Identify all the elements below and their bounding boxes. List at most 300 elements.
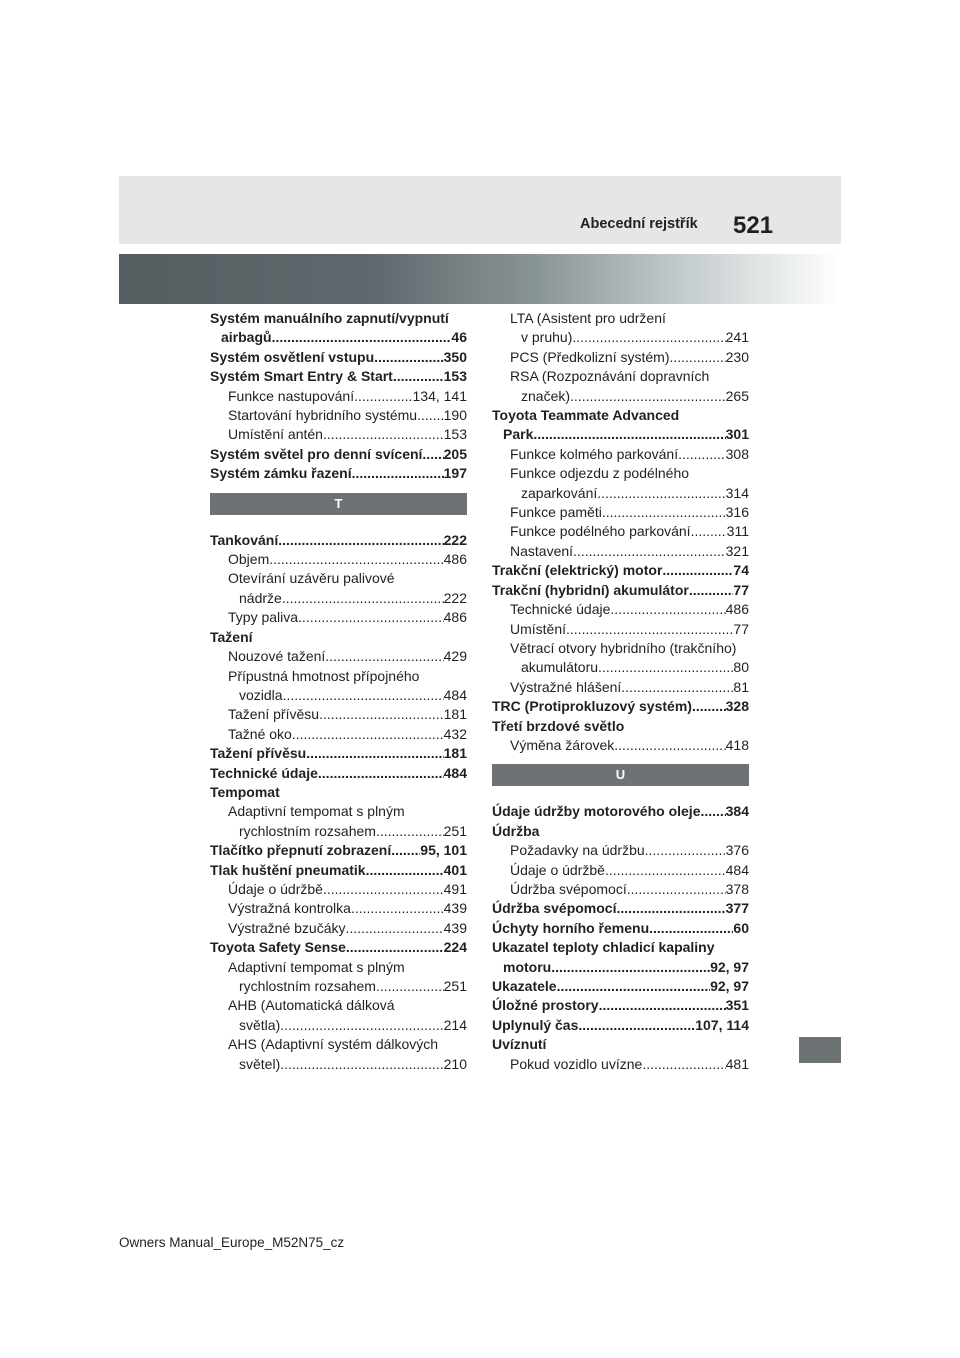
entry-text: Tažení přívěsu [228, 706, 320, 723]
dot-leader [662, 561, 733, 580]
index-entry [210, 919, 467, 938]
page-reference: 107, 114 [695, 1016, 749, 1033]
index-entry-line [492, 1035, 749, 1054]
index-entry-line [210, 783, 467, 802]
entry-text: Systém Smart Entry & Start [210, 368, 393, 385]
page-reference: 350 [443, 348, 467, 365]
index-entry-line [210, 744, 467, 763]
index-entry-line [492, 464, 749, 483]
index-entry-line [492, 899, 749, 918]
page-reference: 301 [725, 426, 749, 443]
entry-text: LTA (Asistent pro udržení [510, 310, 666, 326]
entry-text: Ukazatele [492, 978, 557, 994]
entry-text: Toyota Teammate Advanced [492, 407, 680, 424]
index-entry-line [210, 764, 467, 783]
index-entry-line [210, 1016, 467, 1035]
index-entry [210, 705, 467, 724]
dot-leader [272, 328, 452, 347]
index-entry-line [492, 639, 749, 658]
dot-leader [376, 977, 444, 996]
index-entry-line [492, 678, 749, 697]
index-entry-line [210, 550, 467, 569]
index-entry [210, 861, 467, 880]
dot-leader [599, 996, 726, 1015]
entry-text: airbagů [221, 329, 272, 346]
dot-leader [642, 1055, 725, 1074]
page-reference: 429 [443, 648, 467, 665]
page-reference: 77 [733, 581, 749, 598]
entry-text: Funkce paměti [510, 504, 602, 521]
index-entry-line [210, 977, 467, 996]
dot-leader [283, 686, 444, 705]
entry-text: akumulátoru [521, 659, 599, 676]
entry-text: Nouzové tažení [228, 648, 326, 665]
page-reference: 190 [443, 407, 467, 424]
index-entry-line [492, 919, 749, 938]
index-entry [210, 569, 467, 608]
entry-text: nádrže [239, 589, 282, 606]
index-entry-line [210, 880, 467, 899]
entry-text: Nastavení [510, 542, 574, 559]
index-entry-line [210, 387, 467, 406]
entry-text: Tažení [210, 628, 253, 645]
entry-text: Tlačítko přepnutí zobrazení [210, 842, 392, 859]
index-entry [210, 464, 467, 483]
entry-text: TRC (Protiprokluzový systém) [492, 698, 692, 715]
index-entry [210, 938, 467, 957]
page-reference: 222 [443, 589, 467, 606]
entry-text: AHB (Automatická dálková [228, 997, 395, 1014]
dot-leader [346, 919, 444, 938]
entry-text: Ukazatel teploty chladicí kapaliny [492, 939, 715, 956]
page-reference: 316 [725, 504, 749, 521]
entry-text: rychlostním rozsahem [239, 822, 376, 839]
dot-leader [691, 522, 727, 541]
entry-text: Funkce kolmého parkování [510, 445, 679, 462]
entry-text: Údaje o údržbě [510, 861, 605, 878]
dot-leader [351, 899, 444, 918]
index-entry-line [492, 445, 749, 464]
index-entry-line [492, 348, 749, 367]
index-entry-line [492, 841, 749, 860]
page-reference: 214 [443, 1016, 467, 1033]
page-reference: 224 [443, 939, 467, 956]
dot-leader [533, 425, 725, 444]
entry-text: Umístění [510, 620, 567, 637]
dot-leader [393, 367, 444, 386]
index-entry-line [210, 1055, 467, 1074]
index-entry-line [492, 484, 749, 503]
index-entry-line [210, 841, 467, 860]
page-reference: 418 [725, 736, 749, 753]
dot-leader [572, 328, 725, 347]
entry-text: Technické údaje [210, 764, 318, 781]
index-entry-line [210, 608, 467, 627]
entry-text: Technické údaje [510, 601, 611, 618]
page-reference: 486 [725, 601, 749, 618]
index-entry [492, 1055, 749, 1074]
index-column-right [492, 309, 749, 1074]
dot-leader [280, 1055, 443, 1074]
index-entry [210, 996, 467, 1035]
page-reference: 377 [725, 900, 749, 917]
index-entry-line [492, 367, 749, 386]
page-reference: 384 [725, 803, 749, 820]
page-reference: 74 [733, 562, 749, 579]
index-entry-line [210, 531, 467, 550]
footer-manual-id: Owners Manual_Europe_M52N75_cz [119, 1235, 345, 1250]
entry-text: Systém zámku řazení [210, 465, 352, 482]
index-entry-line [492, 802, 749, 821]
index-entry-line [210, 445, 467, 464]
index-entry-line [492, 309, 749, 328]
dot-leader [573, 542, 726, 561]
page-reference: 241 [725, 329, 749, 346]
index-entry [492, 802, 749, 821]
index-entry [210, 608, 467, 627]
index-entry-line [210, 464, 467, 483]
index-entry-line [492, 880, 749, 899]
entry-text: světel) [239, 1055, 281, 1072]
index-entry-line [492, 996, 749, 1015]
entry-text: Systém manuálního zapnutí/vypnutí [210, 310, 449, 326]
page-reference: 77 [733, 620, 749, 637]
entry-text: Úchyty horního řemenu [492, 919, 650, 936]
entry-text: Výstražné bzučáky [228, 919, 346, 936]
page-reference: 205 [443, 445, 467, 462]
entry-text: Údržba svépomocí [492, 900, 617, 917]
index-entry [492, 309, 749, 348]
index-entry [492, 1016, 749, 1035]
index-entry [210, 744, 467, 763]
dot-leader [319, 705, 444, 724]
dot-leader [280, 1016, 443, 1035]
dot-leader [678, 445, 726, 464]
page-reference: 314 [725, 484, 749, 501]
dot-leader [417, 406, 444, 425]
entry-text: Údaje údržby motorového oleje [492, 803, 701, 820]
index-entry-line [492, 503, 749, 522]
index-entry [210, 880, 467, 899]
index-entry-line [492, 861, 749, 880]
index-entry-line [210, 589, 467, 608]
index-entry [492, 678, 749, 697]
section-thumb-tab [799, 1037, 841, 1063]
index-entry-line [210, 667, 467, 686]
letter-heading: T [210, 493, 467, 515]
entry-text: Požadavky na údržbu [510, 842, 645, 859]
entry-text: Adaptivní tempomat s plným [228, 803, 405, 820]
index-entry [492, 522, 749, 541]
dot-leader [325, 647, 443, 666]
index-entry-line [210, 899, 467, 918]
page-reference: 491 [443, 880, 467, 897]
entry-text: Tempomat [210, 783, 280, 800]
index-entry [492, 938, 749, 977]
entry-text: Tankování [210, 531, 279, 548]
index-entry [492, 977, 749, 996]
entry-text: Systém světel pro denní svícení [210, 445, 423, 462]
index-entry-line [210, 996, 467, 1015]
page-reference: 265 [725, 387, 749, 404]
index-column-left [210, 309, 467, 1074]
index-entry [210, 367, 467, 386]
page-reference: 311 [726, 523, 749, 540]
index-entry [210, 958, 467, 997]
index-entry-line [210, 348, 467, 367]
page-reference: 486 [443, 609, 467, 626]
index-entry-line [492, 561, 749, 580]
dot-leader [354, 387, 412, 406]
index-entry-line [210, 919, 467, 938]
index-entry [492, 639, 749, 678]
index-entry [492, 406, 749, 445]
page-reference: 351 [725, 997, 749, 1014]
letter-heading: U [492, 764, 749, 786]
index-entry-line [210, 938, 467, 957]
dot-leader [323, 425, 444, 444]
dot-leader [298, 608, 444, 627]
index-entry-line [492, 736, 749, 755]
entry-text: Výměna žárovek [510, 736, 615, 753]
index-entry-line [492, 425, 749, 444]
page-reference: 439 [443, 900, 467, 917]
dot-leader [306, 744, 443, 763]
dot-leader [598, 658, 733, 677]
dot-leader [292, 725, 444, 744]
index-entry-line [492, 328, 749, 347]
index-entry [492, 464, 749, 503]
entry-text: Otevírání uzávěru palivové [228, 570, 395, 587]
index-entry [492, 620, 749, 639]
page-reference: 222 [443, 531, 467, 548]
page-reference: 153 [443, 368, 467, 385]
dot-leader [578, 1016, 695, 1035]
dot-leader [616, 899, 725, 918]
page-reference: 60 [733, 919, 749, 936]
index-entry-line [210, 647, 467, 666]
entry-text: Úložné prostory [492, 997, 599, 1014]
index-entry-line [492, 717, 749, 736]
dot-leader [551, 958, 710, 977]
entry-text: Systém osvětlení vstupu [210, 348, 375, 365]
page-reference: 95, 101 [420, 842, 467, 859]
page-reference: 251 [443, 822, 467, 839]
dot-leader [645, 841, 726, 860]
index-entry [492, 367, 749, 406]
entry-text: v pruhu) [521, 329, 573, 346]
index-entry [492, 581, 749, 600]
index-entry-line [210, 367, 467, 386]
index-entry [210, 445, 467, 464]
index-entry [210, 802, 467, 841]
entry-text: Adaptivní tempomat s plným [228, 958, 405, 975]
entry-text: PCS (Předkolizní systém) [510, 348, 670, 365]
dot-leader [605, 861, 726, 880]
section-title: Abecední rejstřík [580, 216, 698, 232]
index-entry [492, 445, 749, 464]
index-entry [210, 1035, 467, 1074]
index-entry-line [210, 705, 467, 724]
page-reference: 376 [725, 842, 749, 859]
dot-leader [627, 880, 726, 899]
page-reference: 197 [443, 465, 467, 482]
entry-text: Tažení přívěsu [210, 745, 307, 762]
entry-text: motoru [503, 958, 552, 975]
dot-leader [689, 581, 734, 600]
entry-text: Funkce podélného parkování [510, 523, 691, 540]
entry-text: Přípustná hmotnost přípojného [228, 667, 420, 684]
decorative-gradient-band [119, 254, 841, 304]
index-entry [492, 736, 749, 755]
page-reference: 181 [443, 706, 467, 723]
page-reference: 181 [443, 745, 467, 762]
page-reference: 81 [733, 678, 749, 695]
page-reference: 486 [443, 551, 467, 568]
entry-text: Toyota Safety Sense [210, 939, 346, 956]
index-entry-line [210, 569, 467, 588]
index-entry [492, 841, 749, 860]
index-entry-line [492, 1055, 749, 1074]
dot-leader [282, 589, 444, 608]
dot-leader [669, 348, 725, 367]
index-entry-line [210, 328, 467, 347]
dot-leader [557, 977, 710, 996]
dot-leader [318, 764, 444, 783]
dot-leader [566, 620, 733, 639]
dot-leader [621, 678, 733, 697]
dot-leader [610, 600, 725, 619]
page-reference: 210 [443, 1055, 467, 1072]
dot-leader [346, 938, 444, 957]
page-reference: 80 [733, 659, 749, 676]
entry-text: Trakční (elektrický) motor [492, 562, 663, 579]
entry-text: Tlak huštění pneumatik [210, 861, 366, 878]
dot-leader [323, 880, 444, 899]
entry-text: Údaje o údržbě [228, 880, 323, 897]
index-entry-line [492, 697, 749, 716]
page-reference: 153 [443, 426, 467, 443]
index-entry [492, 996, 749, 1015]
dot-leader [366, 861, 444, 880]
index-entry [210, 725, 467, 744]
index-entry-line [492, 938, 749, 957]
entry-text: Objem [228, 551, 270, 568]
entry-text: Uvíznutí [492, 1036, 547, 1053]
dot-leader [374, 348, 443, 367]
entry-text: Výstražné hlášení [510, 678, 622, 695]
entry-text: RSA (Rozpoznávání dopravních [510, 368, 710, 385]
index-entry [492, 717, 749, 736]
page-reference: 92, 97 [710, 978, 749, 994]
dot-leader [692, 697, 726, 716]
dot-leader [570, 387, 726, 406]
entry-text: Výstražná kontrolka [228, 900, 351, 917]
index-entry-line [492, 600, 749, 619]
index-entry [492, 919, 749, 938]
dot-leader [700, 802, 725, 821]
index-entry [492, 899, 749, 918]
page-reference: 230 [725, 348, 749, 365]
entry-text: Umístění antén [228, 426, 323, 443]
index-entry [210, 628, 467, 647]
index-entry-line [210, 309, 467, 328]
index-entry-line [210, 628, 467, 647]
page-reference: 46 [451, 329, 467, 346]
dot-leader [422, 445, 443, 464]
dot-leader [376, 822, 444, 841]
page-reference: 378 [725, 880, 749, 897]
dot-leader [597, 484, 725, 503]
page-reference: 401 [443, 861, 467, 878]
dot-leader [391, 841, 420, 860]
dot-leader [278, 531, 443, 550]
entry-text: Údržba [492, 822, 540, 839]
entry-text: zaparkování [521, 484, 598, 501]
page-reference: 481 [725, 1055, 749, 1072]
entry-text: Pokud vozidlo uvízne [510, 1055, 643, 1072]
index-entry [210, 309, 467, 348]
page-reference: 308 [725, 445, 749, 462]
index-entry-line [492, 522, 749, 541]
page-reference: 92, 97 [710, 958, 749, 975]
index-entry-line [210, 822, 467, 841]
index-entry [492, 600, 749, 619]
dot-leader [614, 736, 725, 755]
index-entry-line [492, 542, 749, 561]
index-entry-line [492, 620, 749, 639]
index-entry-line [492, 958, 749, 977]
dot-leader [649, 919, 733, 938]
index-entry [210, 841, 467, 860]
index-entry-line [210, 861, 467, 880]
entry-text: Trakční (hybridní) akumulátor [492, 581, 689, 598]
page-reference: 328 [725, 698, 749, 715]
index-entry [210, 647, 467, 666]
index-entry [492, 561, 749, 580]
index-entry-line [210, 1035, 467, 1054]
index-entry [210, 899, 467, 918]
index-entry [210, 406, 467, 425]
index-entry [492, 503, 749, 522]
index-entry-line [210, 686, 467, 705]
page-reference: 432 [443, 725, 467, 742]
index-entry [210, 550, 467, 569]
index-entry [210, 783, 467, 802]
index-entry [210, 387, 467, 406]
index-entry-line [492, 581, 749, 600]
index-entry [492, 822, 749, 841]
page-reference: 134, 141 [412, 387, 467, 404]
entry-text: značek) [521, 387, 571, 404]
entry-text: Startování hybridního systému [228, 407, 418, 424]
dot-leader [269, 550, 443, 569]
entry-text: světla) [239, 1016, 281, 1033]
entry-text: vozidla [239, 686, 283, 703]
entry-text: Tažné oko [228, 725, 292, 742]
index-entry [210, 348, 467, 367]
index-entry-line [210, 802, 467, 821]
index-entry [492, 880, 749, 899]
index-entry-line [492, 822, 749, 841]
entry-text: rychlostním rozsahem [239, 978, 376, 994]
entry-text: AHS (Adaptivní systém dálkových [228, 1036, 439, 1053]
entry-text: Funkce nastupování [228, 387, 355, 404]
index-entry [492, 1035, 749, 1054]
page-reference: 439 [443, 919, 467, 936]
page-reference: 484 [443, 686, 467, 703]
entry-text: Údržba svépomocí [510, 880, 627, 897]
